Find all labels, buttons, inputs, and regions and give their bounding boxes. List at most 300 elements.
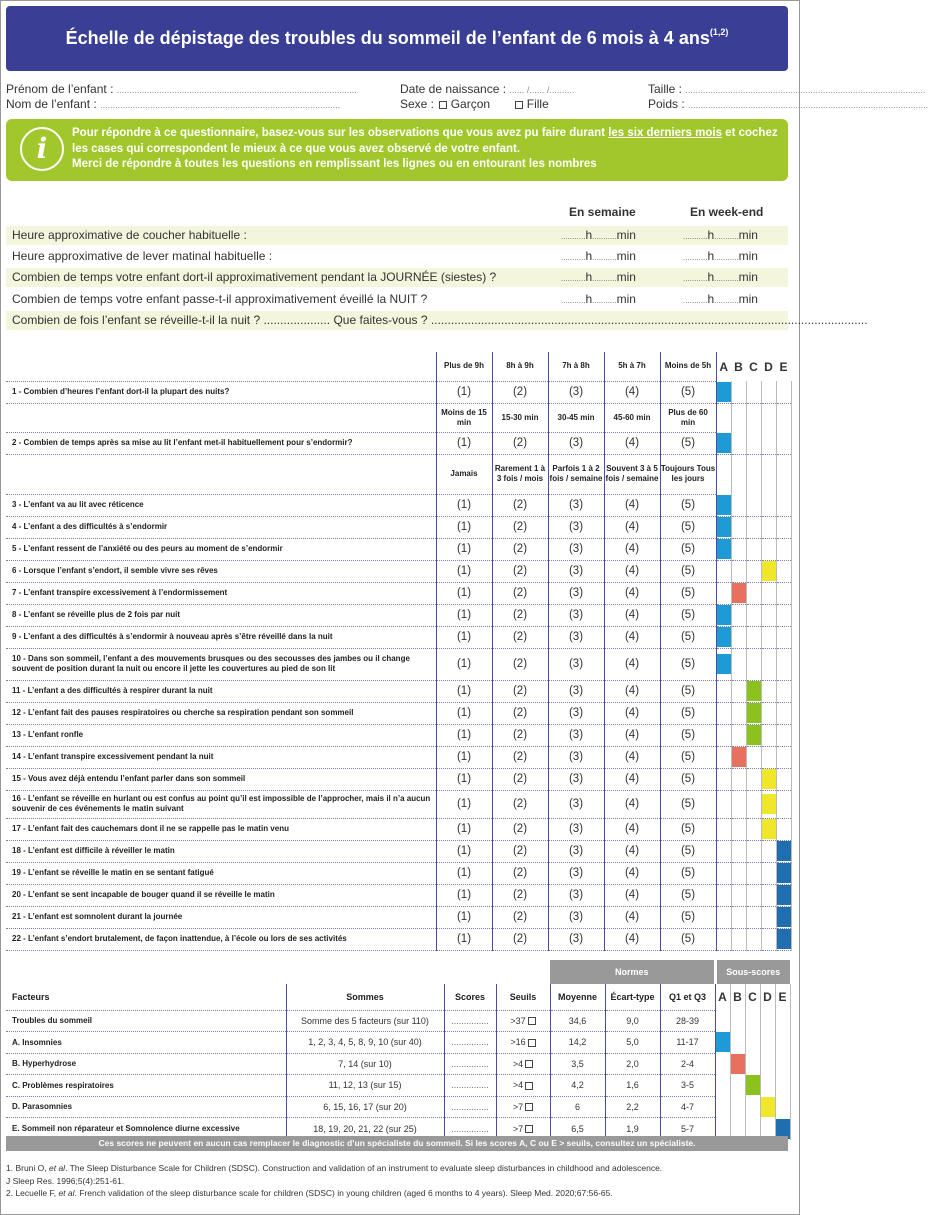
answer-option[interactable]: (5) <box>660 862 716 884</box>
answer-option[interactable]: (1) <box>436 840 492 862</box>
norms-column-header <box>6 984 790 1010</box>
factor-items: Somme des 5 facteurs (sur 110) <box>286 1010 444 1032</box>
question-label: 4 - L’enfant a des difficultés à s’endormir <box>6 516 436 538</box>
score-cell-d <box>761 840 776 862</box>
answer-option[interactable]: (5) <box>660 432 716 454</box>
time-dots: ........... <box>683 296 708 305</box>
answer-option[interactable]: (2) <box>492 840 548 862</box>
answer-option[interactable]: (4) <box>604 680 660 702</box>
score-cell-b <box>731 454 746 494</box>
question-row <box>6 538 791 560</box>
answer-option[interactable]: (2) <box>492 928 548 950</box>
week-header: En semaine <box>569 205 636 219</box>
answer-option[interactable]: (2) <box>492 516 548 538</box>
answer-option[interactable]: (4) <box>604 494 660 516</box>
threshold-checkbox[interactable] <box>525 1060 533 1068</box>
min-label: min <box>616 249 636 263</box>
answer-option[interactable]: (3) <box>548 928 604 950</box>
birthdate-field[interactable]: ...... /...... /.......... <box>509 85 575 95</box>
answer-option[interactable]: (1) <box>436 648 492 680</box>
time-dots: ........... <box>592 296 617 305</box>
answer-option[interactable]: (5) <box>660 680 716 702</box>
threshold <box>496 1075 550 1097</box>
score-marker-a <box>717 539 731 559</box>
score-cell-c <box>746 818 761 840</box>
answer-option[interactable]: (5) <box>660 884 716 906</box>
question-row <box>6 862 791 884</box>
score-marker-e <box>777 907 791 927</box>
time-field-weekend[interactable] <box>683 226 758 246</box>
threshold-checkbox[interactable] <box>525 1082 533 1090</box>
option-header: Moins de 5h <box>660 352 716 381</box>
threshold-value: >7 <box>512 1101 524 1112</box>
answer-option[interactable]: (1) <box>436 538 492 560</box>
answer-option[interactable]: (5) <box>660 516 716 538</box>
score-cell-c <box>746 454 761 494</box>
question-row <box>6 884 791 906</box>
subscore-cell-a <box>715 1032 730 1054</box>
score-cell-b <box>731 906 746 928</box>
norm-q: 5-7 <box>660 1118 715 1140</box>
answer-option[interactable]: (4) <box>604 884 660 906</box>
answer-option[interactable]: (1) <box>436 432 492 454</box>
score-cell-e <box>776 582 791 604</box>
night-wakeups-row[interactable] <box>6 311 868 330</box>
time-field-week[interactable] <box>561 247 636 267</box>
score-cell-d <box>761 432 776 454</box>
threshold-value: >7 <box>512 1123 524 1134</box>
score-cell-d <box>761 884 776 906</box>
answer-option[interactable]: (3) <box>548 724 604 746</box>
answer-option[interactable]: (3) <box>548 648 604 680</box>
subscore-cell-a <box>715 1096 730 1118</box>
question-row <box>6 432 791 454</box>
question-label: 15 - Vous avez déjà entendu l’enfant parler dans son sommeil <box>6 768 436 790</box>
answer-option[interactable]: (1) <box>436 680 492 702</box>
score-cell-a <box>716 884 731 906</box>
score-cell-b <box>731 560 746 582</box>
prenom-field[interactable]: ................................................................................................ <box>116 85 357 95</box>
time-dots: ........... <box>561 296 586 305</box>
answer-option[interactable]: (1) <box>436 381 492 403</box>
score-cell-c <box>746 626 761 648</box>
answer-option[interactable]: (4) <box>604 746 660 768</box>
norms-row <box>6 1010 790 1032</box>
answer-option[interactable]: (4) <box>604 626 660 648</box>
subscore-marker-a <box>716 1032 730 1052</box>
answer-option[interactable]: (2) <box>492 626 548 648</box>
factor-name: B. Hyperhydrose <box>6 1053 286 1075</box>
question-label: 14 - L’enfant transpire excessivement pendant la nuit <box>6 746 436 768</box>
answer-option[interactable]: (2) <box>492 768 548 790</box>
answer-option[interactable]: (5) <box>660 560 716 582</box>
nom-field[interactable]: ................................................................................................ <box>100 100 341 110</box>
score-cell-a <box>716 768 731 790</box>
answer-option[interactable]: (3) <box>548 538 604 560</box>
time-question: Combien de temps votre enfant passe-t-il approximativement éveillé la NUIT ? <box>12 292 428 306</box>
answer-option[interactable]: (2) <box>492 648 548 680</box>
answer-option[interactable]: (4) <box>604 862 660 884</box>
answer-option[interactable]: (1) <box>436 884 492 906</box>
min-label: min <box>616 270 636 284</box>
answer-option[interactable]: (2) <box>492 724 548 746</box>
answer-option[interactable]: (5) <box>660 724 716 746</box>
question-row <box>6 906 791 928</box>
score-cell-a <box>716 454 731 494</box>
score-cell-d <box>761 680 776 702</box>
score-marker-c <box>747 725 761 745</box>
time-field-week[interactable] <box>561 268 636 288</box>
answer-option[interactable]: (1) <box>436 494 492 516</box>
question-row <box>6 840 791 862</box>
answer-option[interactable]: (3) <box>548 702 604 724</box>
answer-option[interactable]: (2) <box>492 432 548 454</box>
time-field-week[interactable] <box>561 290 636 310</box>
question-row <box>6 746 791 768</box>
score-marker-a <box>717 433 731 453</box>
answer-option[interactable]: (2) <box>492 702 548 724</box>
answer-option[interactable]: (5) <box>660 702 716 724</box>
score-cell-c <box>746 538 761 560</box>
answer-option[interactable]: (5) <box>660 906 716 928</box>
score-cell-d <box>761 862 776 884</box>
answer-option[interactable]: (2) <box>492 862 548 884</box>
answer-option[interactable]: (1) <box>436 604 492 626</box>
answer-option[interactable]: (4) <box>604 604 660 626</box>
question-label: 1 - Combien d’heures l’enfant dort-il la plupart des nuits? <box>6 381 436 403</box>
answer-option[interactable]: (4) <box>604 702 660 724</box>
answer-option[interactable]: (4) <box>604 432 660 454</box>
norm-e: 2,2 <box>605 1096 660 1118</box>
answer-option[interactable]: (4) <box>604 840 660 862</box>
answer-option[interactable]: (4) <box>604 724 660 746</box>
time-field-weekend[interactable] <box>683 268 758 288</box>
score-cell-d <box>761 648 776 680</box>
norms-row <box>6 1053 790 1075</box>
column-ecart: Écart-type <box>605 984 660 1010</box>
answer-option[interactable]: (1) <box>436 560 492 582</box>
score-cell-a <box>716 560 731 582</box>
answer-option[interactable]: (1) <box>436 768 492 790</box>
answer-option[interactable]: (4) <box>604 538 660 560</box>
answer-option[interactable]: (5) <box>660 494 716 516</box>
score-letter-d: D <box>764 359 773 374</box>
answer-option[interactable]: (3) <box>548 516 604 538</box>
answer-option[interactable]: (4) <box>604 768 660 790</box>
hour-label: h <box>707 270 715 284</box>
score-cell-a <box>716 680 731 702</box>
answer-option[interactable]: (5) <box>660 538 716 560</box>
answer-option[interactable]: (2) <box>492 604 548 626</box>
answer-option[interactable]: (2) <box>492 746 548 768</box>
question-row <box>6 516 791 538</box>
answer-option[interactable]: (2) <box>492 790 548 818</box>
question-label: 18 - L’enfant est difficile à réveiller le matin <box>6 840 436 862</box>
score-field[interactable]: ............... <box>444 1010 496 1032</box>
answer-option[interactable]: (1) <box>436 626 492 648</box>
score-cell-b <box>731 538 746 560</box>
group-spacer <box>6 960 286 984</box>
answer-option[interactable]: (3) <box>548 560 604 582</box>
answer-option[interactable]: (3) <box>548 790 604 818</box>
score-cell-b <box>731 381 746 403</box>
score-cell-b <box>731 790 746 818</box>
norms-group-header <box>6 960 790 984</box>
threshold-checkbox[interactable] <box>525 1125 533 1133</box>
answer-option[interactable]: (4) <box>604 582 660 604</box>
score-cell-e <box>776 928 791 950</box>
answer-option[interactable]: (3) <box>548 746 604 768</box>
score-cell-a <box>716 432 731 454</box>
answer-option[interactable]: (5) <box>660 582 716 604</box>
time-question: Heure approximative de lever matinal habituelle : <box>12 249 273 263</box>
answer-option[interactable]: (3) <box>548 432 604 454</box>
score-marker-a <box>717 517 731 537</box>
norm-m: 6 <box>550 1096 605 1118</box>
subscore-cell-b <box>730 1032 745 1054</box>
nom-label: Nom de l’enfant : <box>6 97 97 111</box>
question-row <box>6 381 791 403</box>
answer-option[interactable]: (2) <box>492 906 548 928</box>
time-field-weekend[interactable] <box>683 290 758 310</box>
factor-items: 6, 15, 16, 17 (sur 20) <box>286 1096 444 1118</box>
score-cell-c <box>746 746 761 768</box>
score-cell-d <box>761 746 776 768</box>
score-cell-c <box>746 560 761 582</box>
answer-option[interactable]: (4) <box>604 648 660 680</box>
answer-option[interactable]: (3) <box>548 906 604 928</box>
answer-option[interactable]: (1) <box>436 862 492 884</box>
score-cell-b <box>731 604 746 626</box>
threshold-checkbox[interactable] <box>525 1103 533 1111</box>
answer-option[interactable]: (3) <box>548 604 604 626</box>
score-cell-a <box>716 724 731 746</box>
time-field-weekend[interactable] <box>683 247 758 267</box>
score-marker-c <box>747 703 761 723</box>
weekend-header: En week-end <box>690 205 764 219</box>
factor-name: E. Sommeil non réparateur et Somnolence diurne excessive <box>6 1118 286 1140</box>
score-cell-e <box>776 680 791 702</box>
score-cell-a <box>716 538 731 560</box>
score-cell-b <box>731 862 746 884</box>
threshold-checkbox[interactable] <box>528 1039 536 1047</box>
score-cell-c <box>746 790 761 818</box>
score-cell-a <box>716 381 731 403</box>
score-cell-a <box>716 906 731 928</box>
subscore-cell-a <box>715 1053 730 1075</box>
score-marker-a <box>717 627 731 647</box>
score-cell-d <box>761 906 776 928</box>
score-cell-a <box>716 818 731 840</box>
answer-option[interactable]: (5) <box>660 790 716 818</box>
score-cell-a <box>716 840 731 862</box>
answer-option[interactable]: (1) <box>436 746 492 768</box>
score-cell-b <box>731 724 746 746</box>
answer-option[interactable]: (1) <box>436 582 492 604</box>
subscore-cell-e <box>775 1075 790 1097</box>
norm-m: 4,2 <box>550 1075 605 1097</box>
score-marker-b <box>732 747 746 767</box>
answer-option[interactable]: (3) <box>548 626 604 648</box>
score-cell-a <box>716 862 731 884</box>
answer-option[interactable]: (3) <box>548 582 604 604</box>
answer-option[interactable]: (5) <box>660 648 716 680</box>
answer-option[interactable]: (4) <box>604 381 660 403</box>
answer-option[interactable]: (3) <box>548 862 604 884</box>
answer-option[interactable]: (2) <box>492 884 548 906</box>
answer-option[interactable]: (4) <box>604 560 660 582</box>
answer-option[interactable]: (3) <box>548 381 604 403</box>
reference-2: 2. Lecuelle F, et al. French validation of the sleep disturbance scale for children (SDSC) in young children (aged 6 months to 4 years). Sleep Med. 2020;67:56-65. <box>6 1188 613 1198</box>
time-field-week[interactable] <box>561 226 636 246</box>
answer-option[interactable]: (3) <box>548 840 604 862</box>
subscore-cell-b <box>730 1053 745 1075</box>
score-cell-e <box>776 538 791 560</box>
factor-items: 1, 2, 3, 4, 5, 8, 9, 10 (sur 40) <box>286 1032 444 1054</box>
score-field[interactable]: ............... <box>444 1118 496 1140</box>
score-cell-c <box>746 381 761 403</box>
answer-option[interactable]: (2) <box>492 538 548 560</box>
score-letter-a: A <box>715 984 730 1010</box>
score-cell-a <box>716 746 731 768</box>
identity-block <box>6 82 928 112</box>
header-spacer <box>6 352 436 381</box>
score-cell-d <box>761 560 776 582</box>
answer-option[interactable]: (5) <box>660 381 716 403</box>
normes-header: Normes <box>550 960 715 984</box>
question-label: 20 - L’enfant se sent incapable de bouger quand il se réveille le matin <box>6 884 436 906</box>
answer-option[interactable]: (4) <box>604 516 660 538</box>
threshold-value: >37 <box>510 1015 526 1026</box>
boy-label: Garçon <box>450 97 491 111</box>
answer-option[interactable]: (5) <box>660 768 716 790</box>
score-cell-c <box>746 680 761 702</box>
answer-option[interactable]: (4) <box>604 790 660 818</box>
questions-table <box>6 352 792 951</box>
answer-option[interactable]: (3) <box>548 884 604 906</box>
time-dots: ........... <box>714 274 739 283</box>
score-letter-e: E <box>779 359 788 374</box>
answer-option[interactable]: (3) <box>548 818 604 840</box>
answer-option[interactable]: (4) <box>604 928 660 950</box>
score-cell-d <box>761 626 776 648</box>
weight-field[interactable]: ................................................................................................ <box>688 100 928 110</box>
min-label: min <box>616 292 636 306</box>
question-label: 21 - L’enfant est somnolent durant la journée <box>6 906 436 928</box>
answer-option[interactable]: (2) <box>492 494 548 516</box>
column-scores: Scores <box>444 984 496 1010</box>
time-dots: ........... <box>592 232 617 241</box>
info-icon: i <box>20 127 64 171</box>
time-dots: ........... <box>561 274 586 283</box>
answer-option[interactable]: (1) <box>436 906 492 928</box>
time-question: Combien de temps votre enfant dort-il approximativement pendant la JOURNÉE (siestes) ? <box>12 270 497 284</box>
option-header: 5h à 7h <box>604 352 660 381</box>
time-dots: ........... <box>683 232 708 241</box>
answer-option[interactable]: (5) <box>660 818 716 840</box>
time-dots: ........... <box>561 253 586 262</box>
column-moyenne: Moyenne <box>550 984 605 1010</box>
girl-checkbox[interactable] <box>515 101 523 109</box>
score-cell-e <box>776 626 791 648</box>
score-marker-e <box>777 885 791 905</box>
answer-option[interactable]: (4) <box>604 906 660 928</box>
subscore-cell-c <box>745 1032 760 1054</box>
score-cell-b <box>731 582 746 604</box>
answer-option[interactable]: (2) <box>492 381 548 403</box>
answer-option[interactable]: (1) <box>436 724 492 746</box>
answer-option[interactable]: (3) <box>548 494 604 516</box>
score-field[interactable]: ............... <box>444 1096 496 1118</box>
option-header: Moins de 15 min <box>436 403 492 432</box>
time-dots: ........... <box>683 274 708 283</box>
time-dots: ........... <box>714 296 739 305</box>
question-row <box>6 768 791 790</box>
factor-name: D. Parasomnies <box>6 1096 286 1118</box>
disclaimer-bar: Ces scores ne peuvent en aucun cas remplacer le diagnostic d’un spécialiste du sommeil. Si les scores A, C ou E > seuils, consultez un spécialiste. <box>6 1136 788 1151</box>
answer-option[interactable]: (1) <box>436 516 492 538</box>
hour-label: h <box>585 249 593 263</box>
answer-option[interactable]: (5) <box>660 626 716 648</box>
answer-option[interactable]: (1) <box>436 928 492 950</box>
answer-option[interactable]: (5) <box>660 746 716 768</box>
subscore-cell-d <box>760 1010 775 1032</box>
score-cell-e <box>776 604 791 626</box>
time-dots: ........... <box>592 253 617 262</box>
answer-option[interactable]: (1) <box>436 790 492 818</box>
score-cell-e <box>776 702 791 724</box>
min-label: min <box>738 270 758 284</box>
norms-table <box>6 960 791 1140</box>
score-cell-b <box>731 494 746 516</box>
answer-option[interactable]: (2) <box>492 560 548 582</box>
answer-option[interactable]: (1) <box>436 818 492 840</box>
answer-option[interactable]: (5) <box>660 928 716 950</box>
subscore-cell-a <box>715 1010 730 1032</box>
score-field[interactable]: ............... <box>444 1032 496 1054</box>
answer-option[interactable]: (3) <box>548 680 604 702</box>
answer-option[interactable]: (5) <box>660 604 716 626</box>
score-field[interactable]: ............... <box>444 1053 496 1075</box>
answer-option[interactable]: (2) <box>492 582 548 604</box>
score-cell-c <box>746 724 761 746</box>
threshold-checkbox[interactable] <box>528 1017 536 1025</box>
references <box>6 1162 791 1200</box>
score-cell-a <box>716 702 731 724</box>
score-cell-e <box>776 818 791 840</box>
threshold-value: >4 <box>512 1058 524 1069</box>
question-row <box>6 818 791 840</box>
column-seuils: Seuils <box>496 984 550 1010</box>
score-cell-b <box>731 768 746 790</box>
answer-option[interactable]: (2) <box>492 818 548 840</box>
score-marker-c <box>747 681 761 701</box>
question-label: 3 - L’enfant va au lit avec réticence <box>6 494 436 516</box>
answer-option[interactable]: (5) <box>660 840 716 862</box>
subscore-marker-d <box>761 1097 775 1117</box>
answer-option[interactable]: (3) <box>548 768 604 790</box>
answer-option[interactable]: (2) <box>492 680 548 702</box>
boy-checkbox[interactable] <box>439 101 447 109</box>
norm-m: 6,5 <box>550 1118 605 1140</box>
height-field[interactable]: ................................................................................................ <box>685 85 926 95</box>
answer-option[interactable]: (1) <box>436 702 492 724</box>
score-marker-a <box>717 495 731 515</box>
score-field[interactable]: ............... <box>444 1075 496 1097</box>
time-question: Heure approximative de coucher habituelle : <box>12 228 247 242</box>
time-dots: ........... <box>714 253 739 262</box>
answer-option[interactable]: (4) <box>604 818 660 840</box>
